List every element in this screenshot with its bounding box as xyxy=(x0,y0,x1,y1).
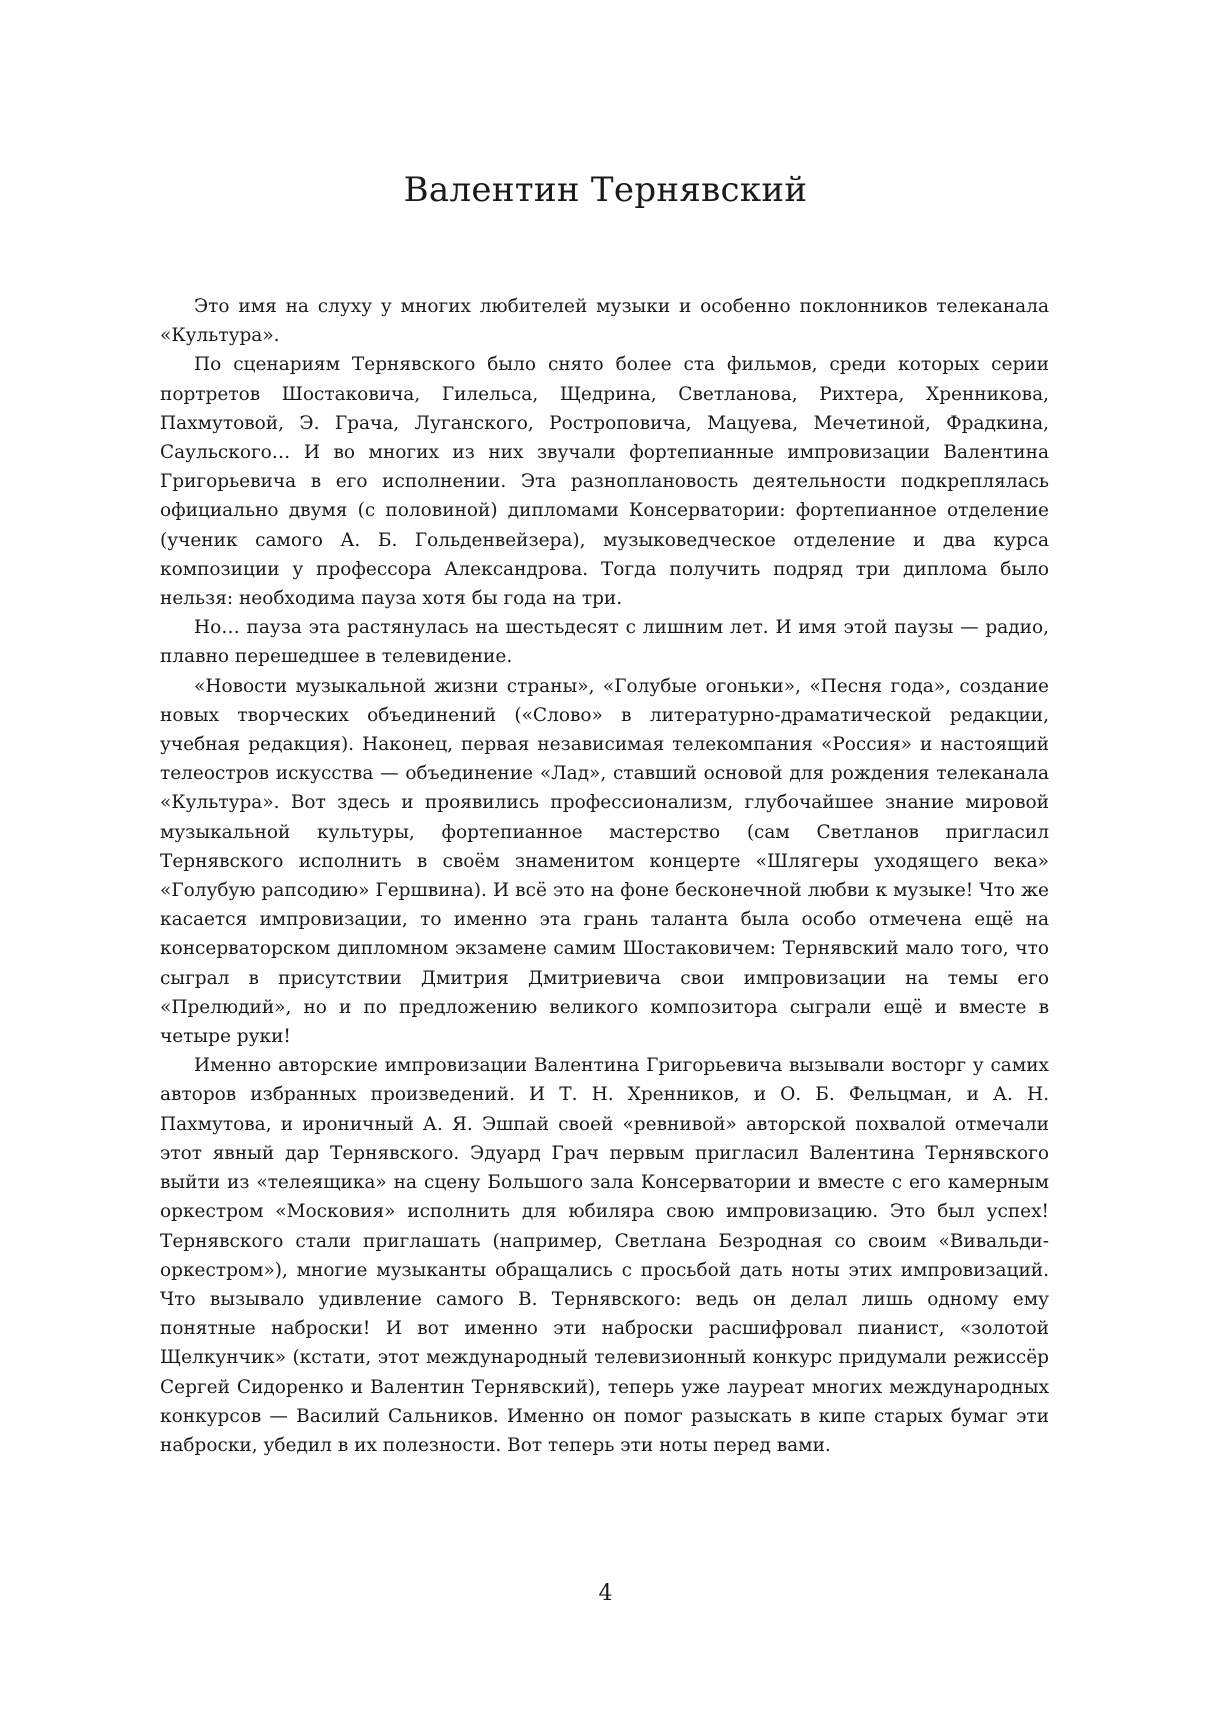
article-body xyxy=(160,292,1049,1460)
paragraph-4: «Новости музыкальной жизни страны», «Голубые огоньки», «Песня года», создание новых творческих объединений («Слово» в литературно-драматической редакции, учебная редакция). Наконец, первая независимая телекомпания «Россия» и настоящий телеостров искусства — объединение «Лад», ставший основой для рождения телеканала «Культура». Вот здесь и проявились профессионализм, глубочайшее знание мировой музыкальной культуры, фортепианное мастерство (сам Светланов пригласил Тернявского исполнить в своём знаменитом концерте «Шлягеры уходящего века» «Голубую рапсодию» Гершвина). И всё это на фоне бесконечной любви к музыке! Что же касается импровизации, то именно эта грань таланта была особо отмечена ещё на консерваторском дипломном экзамене самим Шостаковичем: Тернявский мало того, что сыграл в присутствии Дмитрия Дмитриевича свои импровизации на темы его «Прелюдий», но и по предложению великого композитора сыграли ещё и вместе в четыре руки! xyxy=(160,675,1049,1048)
page-title: Валентин Тернявский xyxy=(403,170,808,210)
paragraph-1: Это имя на слуху у многих любителей музыки и особенно поклонников телеканала «Культура». xyxy=(160,296,1049,347)
paragraph-3: Но… пауза эта растянулась на шестьдесят с лишним лет. И имя этой паузы — радио, плавно перешедшее в телевидение. xyxy=(160,617,1049,668)
page-number: 4 xyxy=(598,1581,613,1606)
paragraph-2: По сценариям Тернявского было снято более ста фильмов, среди которых серии портретов Шостаковича, Гилельса, Щедрина, Светланова, Рихтера, Хренникова, Пахмутовой, Э. Грача, Луганского, Ростроповича, Мацуева, Мечетиной, Фрадкина, Саульского… И во многих из них звучали фортепианные импровизации Валентина Григорьевича в его исполнении. Эта разноплановость деятельности подкреплялась официально двумя (с половиной) дипломами Консерватории: фортепианное отделение (ученик самого А. Б. Гольденвейзера), музыковедческое отделение и два курса композиции у профессора Александрова. Тогда получить подряд три диплома было нельзя: необходима пауза хотя бы года на три. xyxy=(160,354,1049,610)
paragraph-5: Именно авторские импровизации Валентина Григорьевича вызывали восторг у самих авторов избранных произведений. И Т. Н. Хренников, и О. Б. Фельцман, и А. Н. Пахмутова, и ироничный А. Я. Эшпай своей «ревнивой» авторской похвалой отмечали этот явный дар Тернявского. Эдуард Грач первым пригласил Валентина Тернявского выйти из «телеящика» на сцену Большого зала Консерватории и вместе с его камерным оркестром «Московия» исполнить для юбиляра свою импровизацию. Это был успех! Тернявского стали приглашать (например, Светлана Безродная со своим «Вивальди-оркестром»), многие музыканты обращались с просьбой дать ноты этих импровизаций. Что вызывало удивление самого В. Тернявского: ведь он делал лишь одному ему понятные наброски! И вот именно эти наброски расшифровал пианист, «золотой Щелкунчик» (кстати, этот международный телевизионный конкурс придумали режиссёр Сергей Сидоренко и Валентин Тернявский), теперь уже лауреат многих международных конкурсов — Василий Сальников. Именно он помог разыскать в кипе старых бумаг эти наброски, убедил в их полезности. Вот теперь эти ноты перед вами. xyxy=(160,1055,1049,1456)
